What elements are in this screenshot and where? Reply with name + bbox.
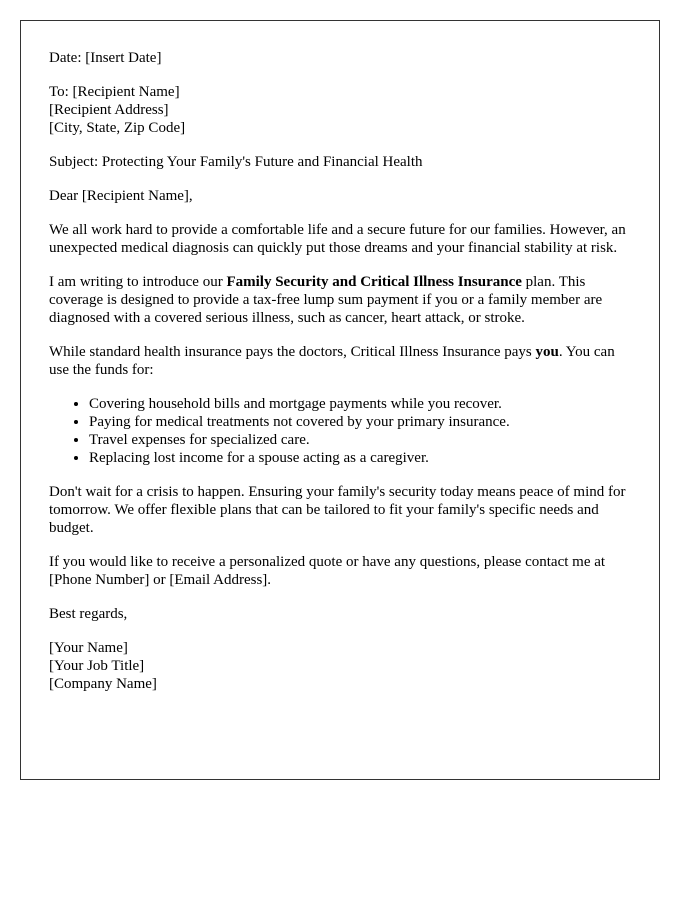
recipient-block [49, 83, 631, 137]
paragraph-plan [49, 273, 631, 327]
letter-page [20, 20, 660, 780]
recipient-address: [Recipient Address] [49, 102, 169, 118]
closing: Best regards, [49, 606, 128, 622]
subject-line: Subject: Protecting Your Family's Future and Financial Health [49, 154, 423, 170]
signature-name: [Your Name] [49, 640, 128, 656]
paragraph-contact: If you would like to receive a personalized quote or have any questions, please contact me at [Phone Number] or [Email Address]. [49, 554, 606, 588]
list-item: • Replacing lost income for a spouse acting as a caregiver. [89, 449, 631, 467]
paragraph-plan-intro: I am writing to introduce our [49, 274, 227, 290]
list-item: • Covering household bills and mortgage payments while you recover. [89, 395, 631, 413]
uses-list [49, 395, 631, 467]
list-item: • Paying for medical treatments not covered by your primary insurance. [89, 413, 631, 431]
signature-company: [Company Name] [49, 676, 157, 692]
paragraph-benefits-before: While standard health insurance pays the doctors, Critical Illness Insurance pays [49, 344, 536, 360]
paragraph-intro: We all work hard to provide a comfortable life and a secure future for our families. However, an unexpected medical diagnosis can quickly put those dreams and your financial stability at risk. [49, 222, 626, 256]
signature-block [49, 639, 631, 693]
recipient-city-state-zip: [City, State, Zip Code] [49, 120, 186, 136]
signature-title: [Your Job Title] [49, 658, 145, 674]
paragraph-benefits [49, 343, 631, 379]
salutation: Dear [Recipient Name], [49, 188, 193, 204]
date-line: Date: [Insert Date] [49, 50, 162, 66]
paragraph-call-to-action: Don't wait for a crisis to happen. Ensuring your family's security today means peace of mind for tomorrow. We offer flexible plans that can be tailored to fit your family's specific needs and budget. [49, 484, 626, 536]
recipient-to-line: To: [Recipient Name] [49, 84, 180, 100]
plan-name: Family Security and Critical Illness Insurance [226, 274, 522, 290]
emphasis-you: you [535, 344, 559, 360]
paragraph-plan-rest: plan. This coverage is designed to provide a tax-free lump sum payment if you or a family member are diagnosed with a covered serious illness, such as cancer, heart attack, or stroke. [49, 274, 603, 326]
paragraph-benefits-after: . You can use the funds for: [49, 344, 615, 378]
list-item: • Travel expenses for specialized care. [89, 431, 631, 449]
